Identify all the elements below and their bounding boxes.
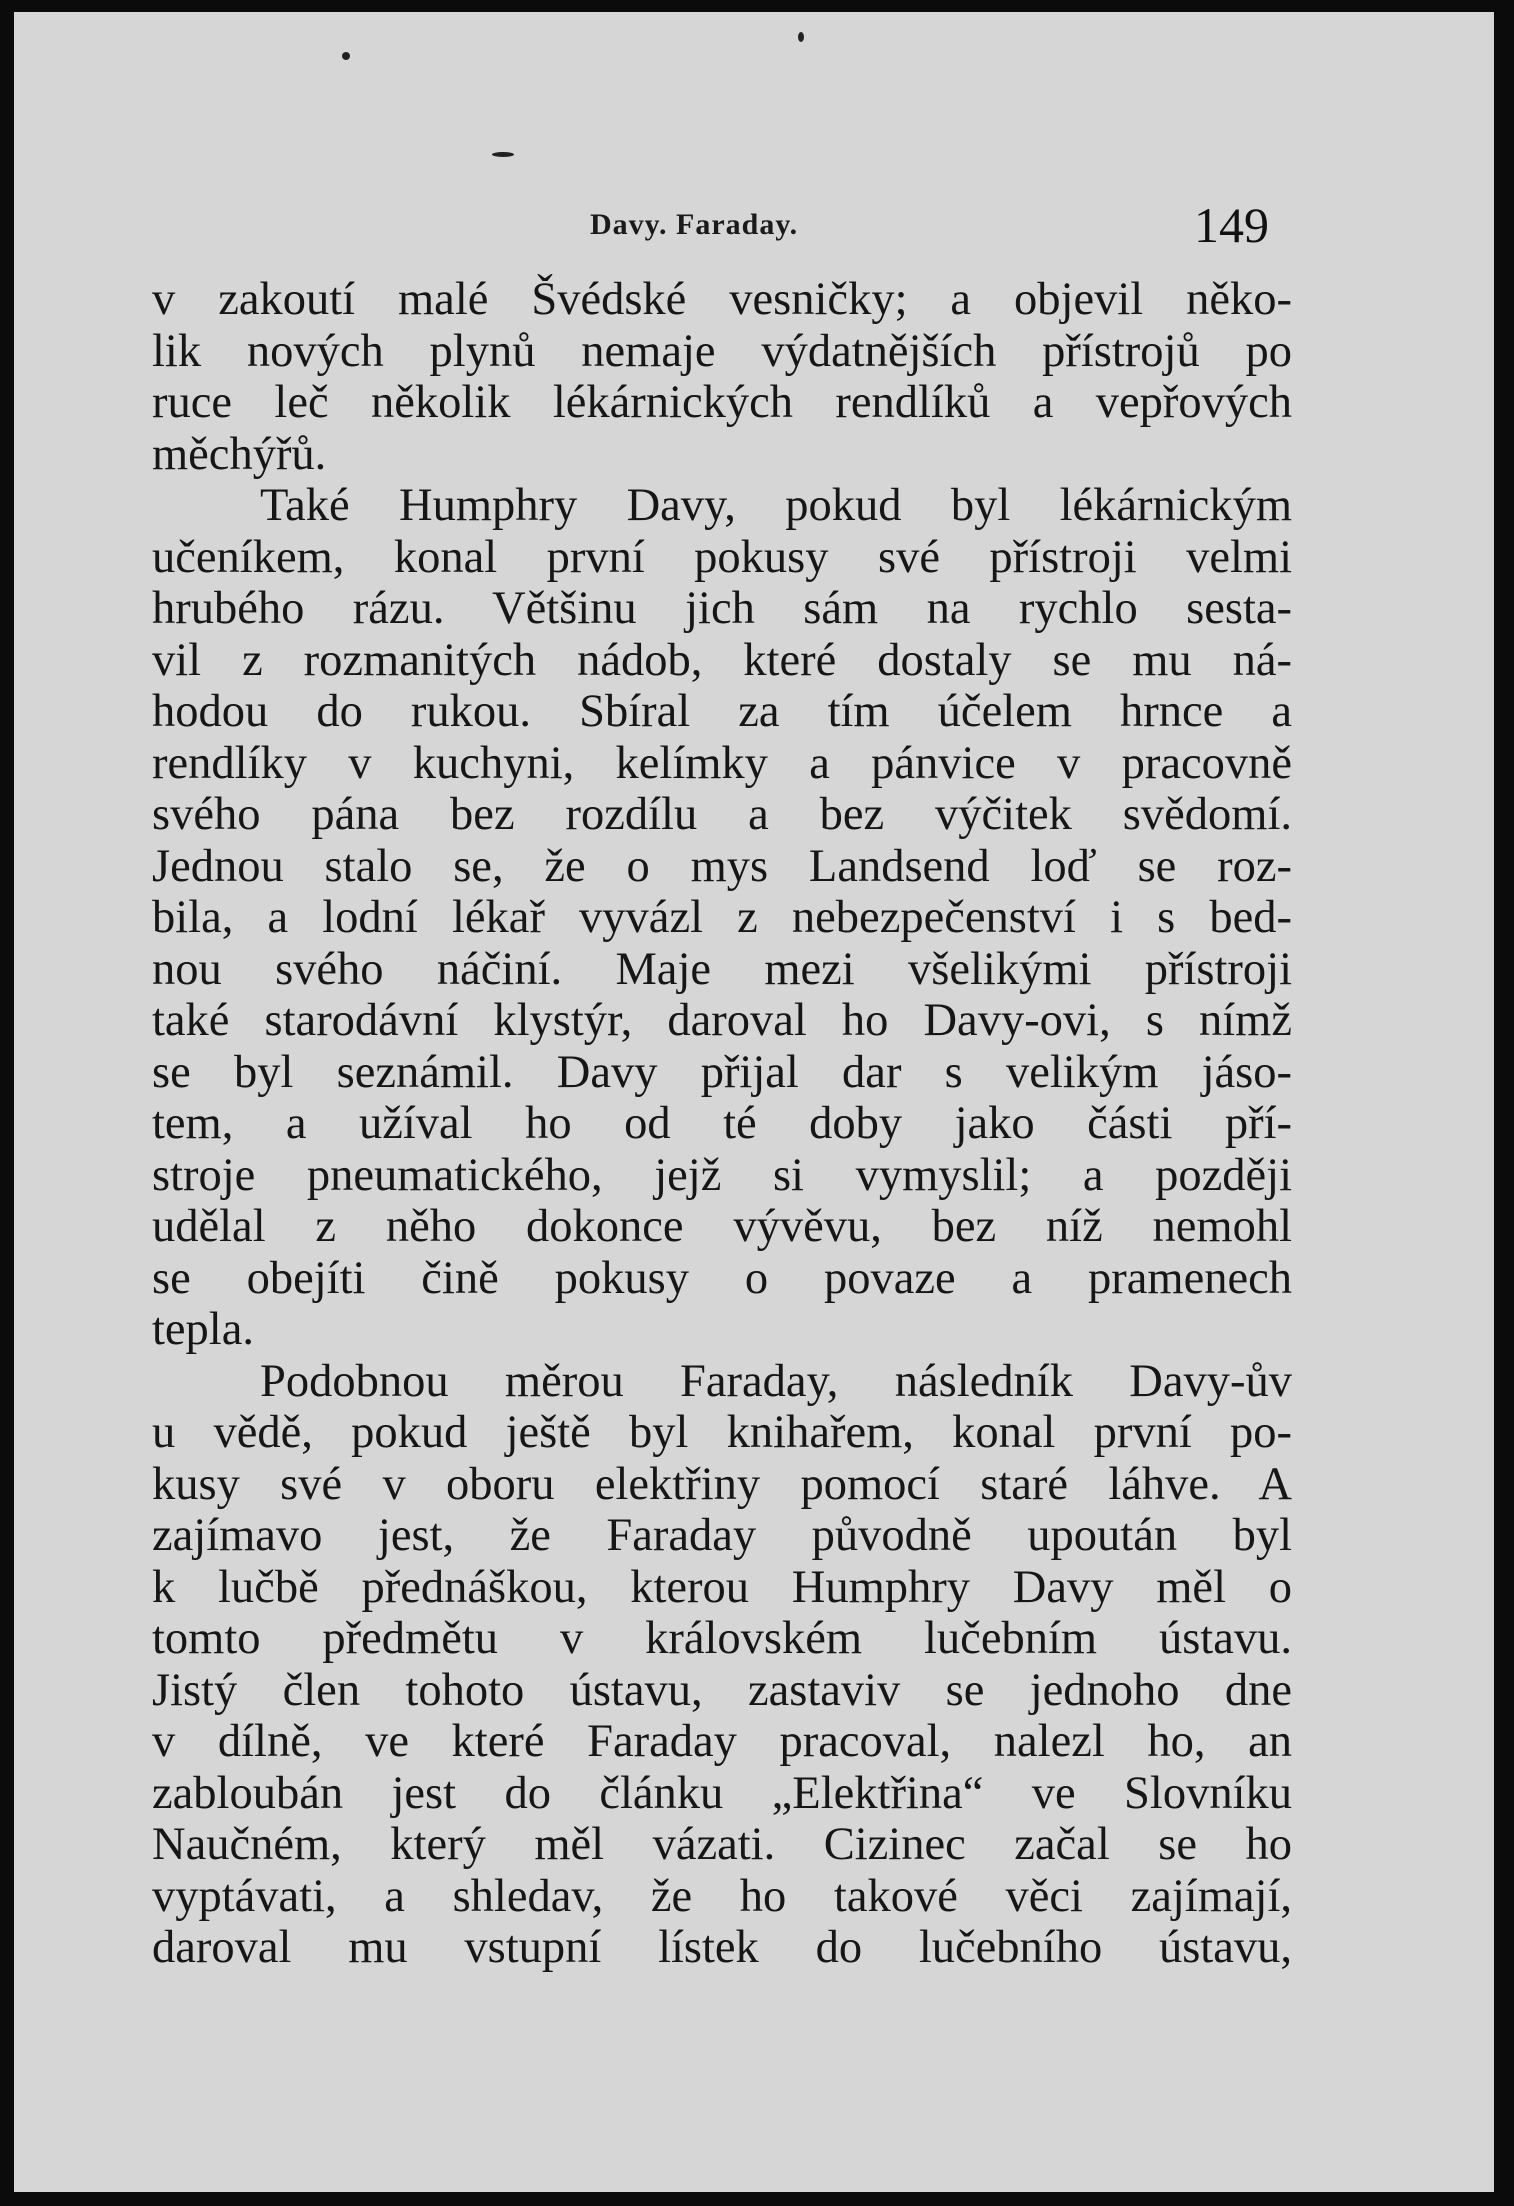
text-line: tem, a užíval ho od té doby jako části pří- [152, 1098, 1292, 1149]
text-line: také starodávní klystýr, daroval ho Davy-ovi, s nímž [152, 995, 1292, 1046]
text-line: Jednou stalo se, že o mys Landsend loď se roz- [152, 840, 1292, 892]
text-line: bila, a lodní lékař vyvázl z nebezpečenství i s bed- [152, 892, 1292, 943]
page-header [14, 196, 1494, 256]
ink-speck [342, 52, 350, 60]
text-line: hodou do rukou. Sbíral za tím účelem hrnce a [152, 686, 1292, 737]
text-line: ruce leč několik lékárnických rendlíků a vepřových [152, 377, 1292, 428]
text-line: stroje pneumatického, jejž si vymyslil; a později [152, 1149, 1292, 1201]
text-line: měchýřů. [152, 428, 327, 480]
ink-speck [798, 32, 804, 42]
text-line: u vědě, pokud ještě byl knihařem, konal první po- [152, 1407, 1292, 1458]
text-line: vil z rozmanitých nádob, které dostaly se mu ná- [152, 634, 1292, 686]
text-line: k lučbě přednáškou, kterou Humphry Davy měl o [152, 1561, 1292, 1613]
text-line: lik nových plynů nemaje výdatnějších přístrojů po [152, 325, 1292, 377]
text-line: hrubého rázu. Většinu jich sám na rychlo sesta- [152, 583, 1292, 634]
text-line: zajímavo jest, že Faraday původně upoután byl [152, 1510, 1292, 1561]
text-line: nou svého náčiní. Maje mezi všelikými přístroji [152, 943, 1292, 995]
text-line: Také Humphry Davy, pokud byl lékárnickým [260, 480, 1292, 531]
text-line: kusy své v oboru elektřiny pomocí staré láhve. A [152, 1458, 1292, 1510]
text-line: daroval mu vstupní lístek do lučebního ústavu, [152, 1922, 1292, 1973]
text-line: Naučném, který měl vázati. Cizinec začal se ho [152, 1819, 1292, 1870]
text-line: v zakoutí malé Švédské vesničky; a objevil něko- [152, 274, 1292, 325]
text-line: učeníkem, konal první pokusy své přístroji velmi [152, 531, 1292, 583]
text-line: svého pána bez rozdílu a bez výčitek svědomí. [152, 789, 1292, 840]
text-line: Podobnou měrou Faraday, následník Davy-ův [260, 1355, 1292, 1407]
text-line: vyptávati, a shledav, že ho takové věci zajímají, [152, 1870, 1292, 1922]
running-head: Davy. Faraday. [590, 208, 799, 241]
ink-speck [492, 152, 514, 157]
text-line: zabloubán jest do článku „Elektřina“ ve Slovníku [152, 1767, 1292, 1819]
text-line: tomto předmětu v královském lučebním ústavu. [152, 1613, 1292, 1664]
text-line: rendlíky v kuchyni, kelímky a pánvice v pracovně [152, 737, 1292, 789]
text-line: Jistý člen tohoto ústavu, zastaviv se jednoho dne [152, 1664, 1292, 1716]
body-text [152, 274, 1292, 1974]
text-line: udělal z něho dokonce vývěvu, bez níž nemohl [152, 1201, 1292, 1252]
page-number: 149 [1194, 197, 1269, 253]
book-page [14, 12, 1494, 2192]
text-line: se byl seznámil. Davy přijal dar s velikým jáso- [152, 1046, 1292, 1098]
text-line: se obejíti čině pokusy o povaze a pramenech [152, 1252, 1292, 1304]
text-line: v dílně, ve které Faraday pracoval, nalezl ho, an [152, 1716, 1292, 1767]
text-line: tepla. [152, 1304, 254, 1355]
